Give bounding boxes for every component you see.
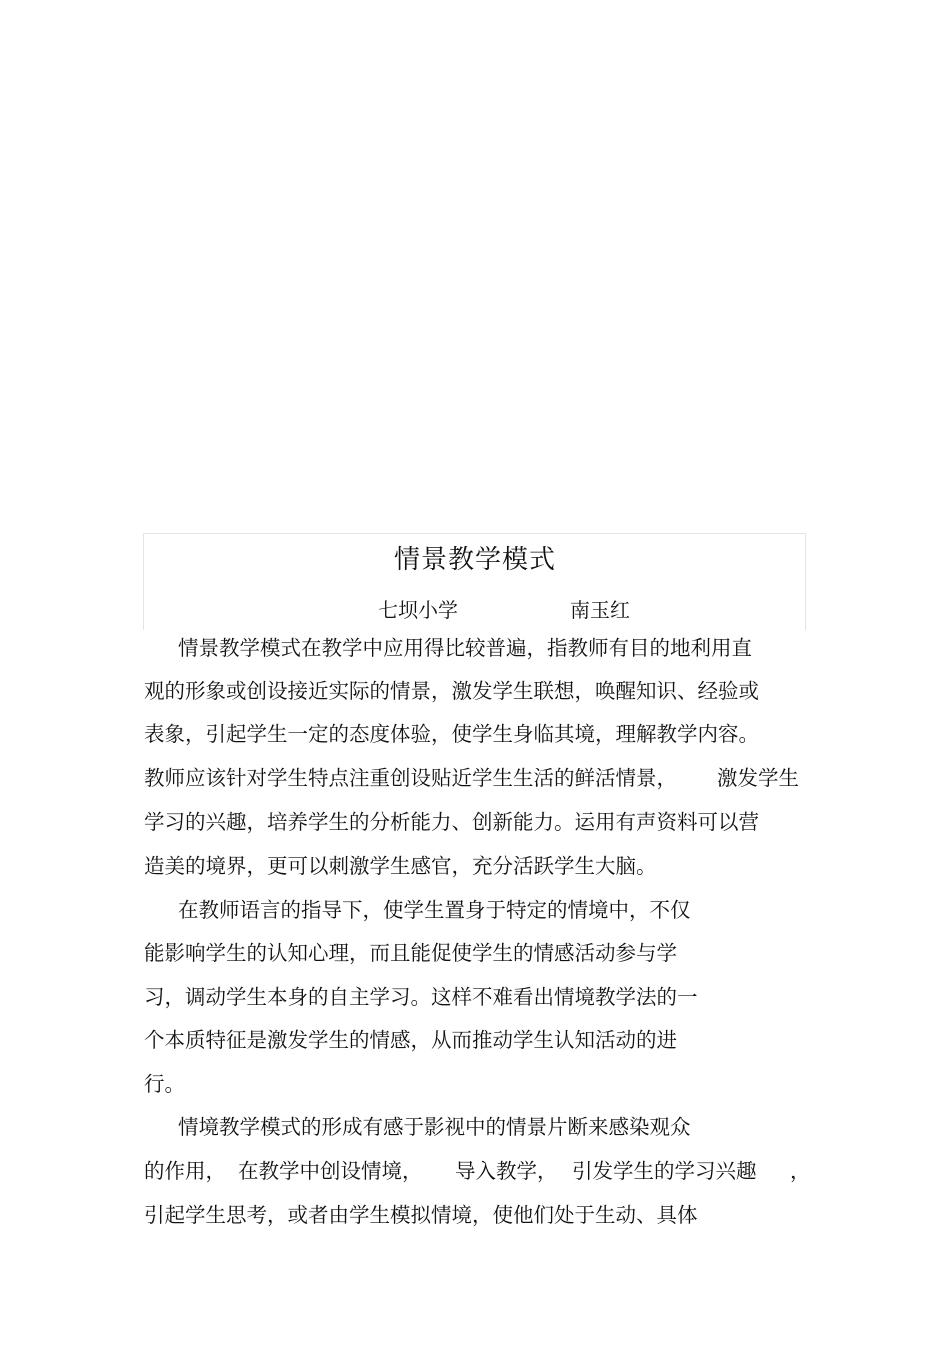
paragraph-1-line: 情景教学模式在教学中应用得比较普遍，指教师有目的地利用直 [178, 636, 752, 660]
paragraph-3-line: 引起学生思考，或者由学生模拟情境，使他们处于生动、具体 [144, 1203, 698, 1227]
paragraph-2-line: 能影响学生的认知心理，而且能促使学生的情感活动参与学 [144, 941, 677, 965]
school-name: 七坝小学 [378, 598, 458, 622]
author-name: 南玉红 [570, 598, 630, 622]
paragraph-1-line: 造美的境界，更可以刺激学生感官，充分活跃学生大脑。 [144, 854, 657, 878]
paragraph-1-line: 教师应该针对学生特点注重创设贴近学生生活的鲜活情景， [144, 766, 677, 790]
paragraph-1-line: 表象，引起学生一定的态度体验，使学生身临其境，理解教学内容。 [144, 722, 759, 746]
document-title: 情景教学模式 [393, 545, 556, 575]
paragraph-3-fragment: 的作用， [144, 1159, 226, 1183]
paragraph-2-line: 行。 [144, 1072, 185, 1096]
paragraph-2-line: 在教师语言的指导下，使学生置身于特定的情境中，不仅 [178, 898, 691, 922]
paragraph-3-line: 情境教学模式的形成有感于影视中的情景片断来感染观众 [178, 1115, 691, 1139]
paragraph-3-fragment: 导入教学， [455, 1159, 558, 1183]
paragraph-3-fragment: 在教学中创设情境， [238, 1159, 423, 1183]
paragraph-1-line: 学习的兴趣，培养学生的分析能力、创新能力。运用有声资料可以营 [144, 810, 759, 834]
paragraph-1-line: 观的形象或创设接近实际的情景，激发学生联想，唤醒知识、经验或 [144, 679, 759, 703]
paragraph-2-line: 个本质特征是激发学生的情感，从而推动学生认知活动的进 [144, 1028, 677, 1052]
paragraph-3-fragment: ， [790, 1159, 811, 1183]
paragraph-3-fragment: 引发学生的学习兴趣 [572, 1159, 757, 1183]
paragraph-2-line: 习，调动学生本身的自主学习。这样不难看出情境教学法的一 [144, 985, 698, 1009]
paragraph-1-line-end: 激发学生 [717, 766, 799, 790]
